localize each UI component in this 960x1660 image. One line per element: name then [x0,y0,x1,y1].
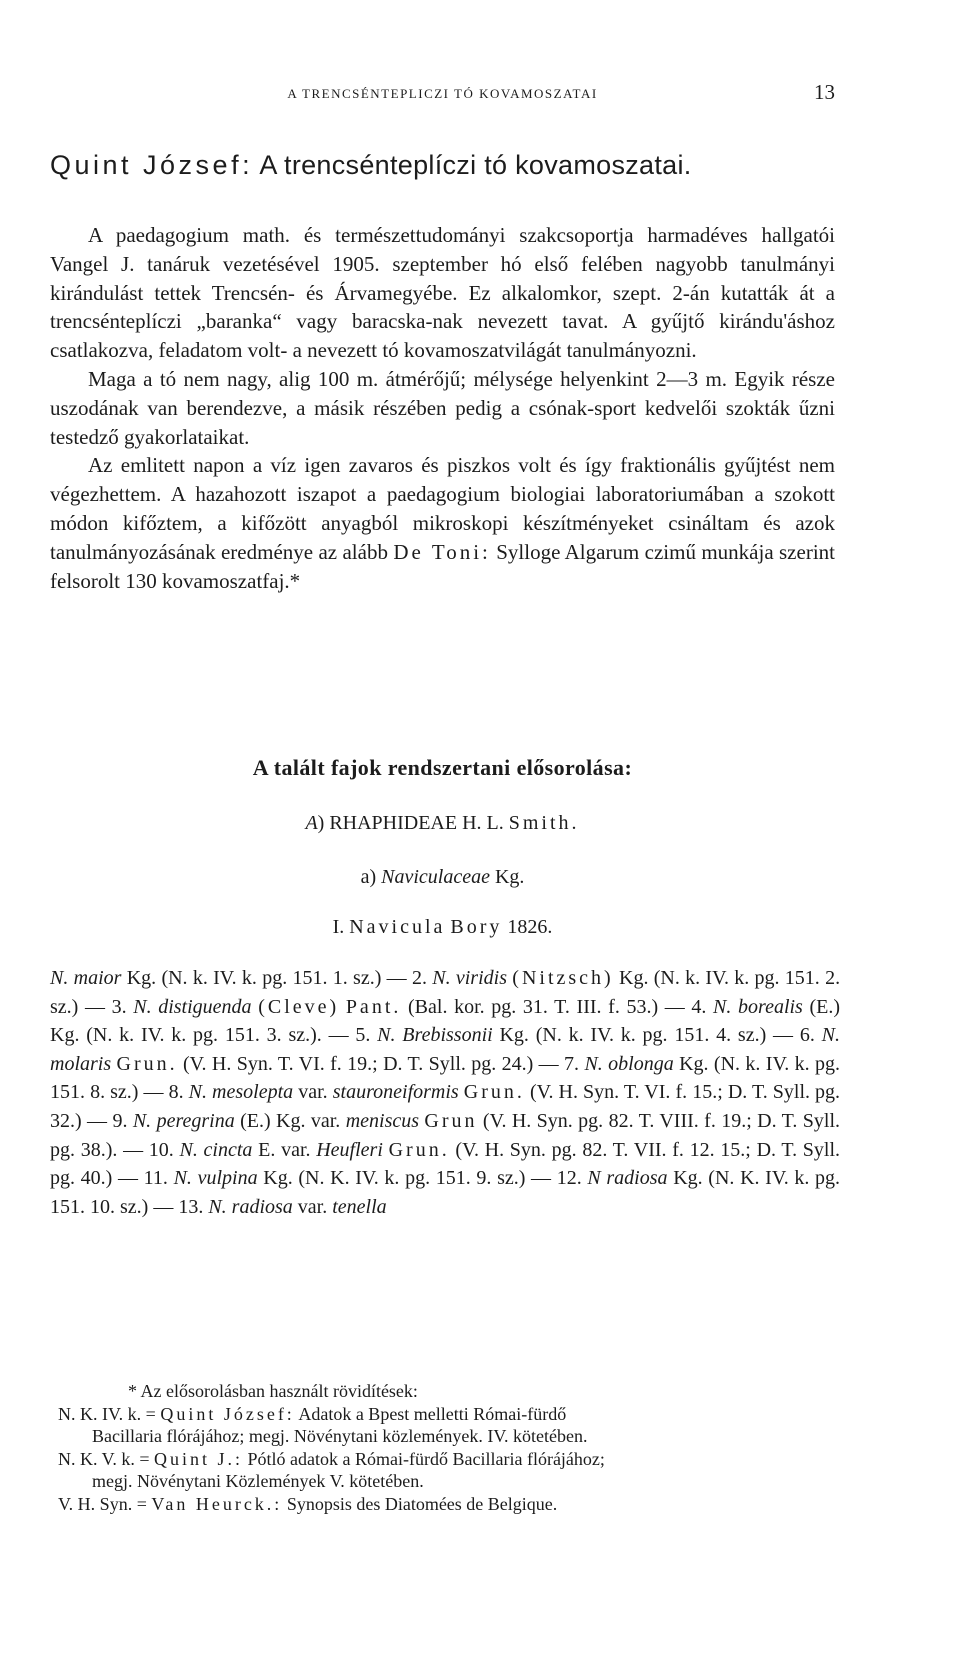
footnote-text: Adatok a Bpest melletti Római-fürdő [298,1403,567,1424]
species-ref: Kg. (N. k. IV. k. pg. 151. 4. sz.) — 6. [499,1024,815,1047]
species-variety: stauroneiformis [332,1081,459,1104]
heading-a-author: Smith. [508,812,580,834]
heading-c-author: Bory [450,916,503,938]
heading-b-name: Naviculaceae [381,866,490,888]
species-name: N radiosa [587,1167,668,1190]
footnote-3 [58,1493,848,1516]
heading-a-letter: A [305,812,318,834]
section-title: A talált fajok rendszertani elősorolása: [252,755,633,780]
species-author: Pant. [345,995,402,1018]
species-author: (Cleve) [258,995,340,1018]
species-name: N. vulpina [173,1167,258,1190]
species-ref: (V. H. Syn. T. VI. f. 15.; D. T. Syll. pg. 32.) — 9. [50,1081,841,1132]
heading-c-prefix: I. [332,916,345,938]
species-ref: (E.) Kg. (N. k. IV. k. pg. 151. 3. sz.). — 5. [50,995,841,1047]
footnote-1 [58,1403,848,1426]
footnote-abbr: N. K. IV. k. = [58,1403,156,1424]
species-ref: (E.) Kg. var. [240,1109,341,1132]
footnote-abbr: N. K. V. k. = [58,1448,150,1469]
species-var: var. [298,1081,328,1104]
running-head [50,80,835,106]
species-ref: (Bal. kor. pg. 31. T. III. f. 53.) — 4. [408,995,707,1018]
species-name: N. peregrina [132,1109,235,1132]
footnote-2 [58,1448,848,1471]
paragraph-3 [50,451,835,595]
heading-rhaphideae [50,812,835,835]
species-ref: Kg. (N. k. IV. k. pg. 151. 1. sz.) — 2. [126,967,427,989]
footnote-divider [350,1345,520,1347]
heading-c-year: 1826. [507,916,553,938]
footnote-abbr: V. H. Syn. = [58,1493,147,1514]
species-name: N. mesolepta [188,1081,294,1104]
species-ref: (V. H. Syn. pg. 82. T. VII. f. 12. 15.; D. T. Syll. pg. 40.) — 11. [50,1138,841,1190]
paragraph-2: Maga a tó nem nagy, alig 100 m. átmérőjű; mélysége helyenkint 2—3 m. Egyik része uszodának van berendezve, a másik részében pedig a csónak-sport kedvelői szokták űzni testedző gyakorlataikat. [50,366,835,449]
article-author: Quint József: [50,150,254,180]
heading-naviculaceae [50,866,835,889]
paragraph-3-end: Sylloge Algarum czimű munkája szerint felsorolt 130 kovamoszatfaj.* [50,539,835,593]
species-author: Grun. [463,1081,525,1104]
species-variety: meniscus [345,1109,420,1132]
article-title [50,150,840,181]
footnote-1-continued: Bacillaria flórájához; megj. Növénytani közlemények. IV. kötetében. [92,1426,588,1446]
footnote-author: Quint József: [160,1403,295,1424]
species-name: N. maior [50,967,122,989]
species-name: N. distiguenda [133,995,252,1018]
page-number: 13 [814,80,835,104]
species-name: N. molaris [50,1024,840,1075]
running-head-title: A TRENCSÉNTEPLICZI TÓ KOVAMOSZATAI [287,86,598,101]
footnotes [58,1380,848,1515]
species-name: N. Brebissonii [377,1024,493,1047]
species-list [50,964,840,1221]
species-ref: Kg. (N. K. IV. k. pg. 151. 10. sz.) — 13. [50,1167,841,1218]
species-name: N. radiosa [208,1195,293,1218]
species-var: var. [297,1195,328,1218]
heading-b-prefix: a) [360,866,377,888]
species-author: Grun. [388,1138,450,1161]
paragraph-3-text: Az emlitett napon a víz igen zavaros és piszkos volt és így fraktionális gyűjtést nem végezhettem. A hazahozott iszapot a paedagogium biologiai laboratoriumában a szokott módon kifőztem, a kifőzött anyagból mikroskopi készítményeket csináltam és azok tanulmányozásának eredménye az alább [50,453,835,564]
species-author: Grun. [116,1052,178,1075]
species-ref: Kg. (N. K. IV. k. pg. 151. 9. sz.) — 12. [263,1167,582,1190]
species-variety: Heufleri [316,1138,383,1161]
species-ref: Kg. (N. k. IV. k. pg. 151. 2. sz.) — 3. [50,967,841,1018]
species-variety: tenella [332,1195,387,1218]
footnote-heading: * Az elősorolásban használt rövidítések: [128,1381,418,1401]
species-ref: (V. H. Syn. T. VI. f. 19.; D. T. Syll. pg. 24.) — 7. [183,1052,580,1075]
heading-navicula [50,916,835,939]
footnote-text: Pótló adatok a Római-fürdő Bacillaria flórájához; [247,1448,605,1469]
author-de-toni [393,540,491,564]
species-author: Grun [424,1109,478,1132]
species-name: N. borealis [713,995,803,1018]
paragraph-1: A paedagogium math. és természettudományi szakcsoportja harmadéves hallgatói Vangel J. tanáruk vezetésével 1905. szeptember hó első felében nagyobb tanulmányi kirándulást tettek Trencsén- és Árvamegyébe. Ez alkalomkor, szept. 2-án kutatták át a trencsénteplíczi „baranka“ vagy baracska-nak nevezett tavat. A gyűjtő kirándu'áshoz csatlakozva, feladatom volt- a nevezett tó kovamoszatvilágát tanulmányozni. [50,223,835,363]
footnote-author: Quint J.: [154,1448,244,1469]
footnote-2-continued: megj. Növénytani Közlemények V. kötetében. [92,1471,424,1491]
heading-c-name: Navicula [349,916,446,938]
body-text [50,221,835,595]
author-toni: Toni: [431,539,491,564]
species-ref: E. var. [258,1138,311,1161]
author-de: De [393,539,424,564]
species-author: (Nitzsch) [512,967,614,989]
species-name: N. viridis [432,967,507,989]
species-ref: Kg. (N. k. IV. k. pg. 151. 8. sz.) — 8. [50,1052,841,1104]
species-name: N. cincta [179,1138,253,1161]
heading-a-text: ) RHAPHIDEAE H. L. [317,812,504,834]
heading-b-author: Kg. [494,866,525,888]
footnote-author: Van Heurck.: [151,1493,283,1514]
species-ref: (V. H. Syn. pg. 82. T. VIII. f. 19.; D. T. Syll. pg. 38.). — 10. [50,1109,841,1161]
species-name: N. oblonga [584,1052,674,1075]
footnote-text: Synopsis des Diatomées de Belgique. [286,1493,558,1514]
article-title-text: A trencsénteplíczi tó kovamoszatai. [259,150,692,180]
